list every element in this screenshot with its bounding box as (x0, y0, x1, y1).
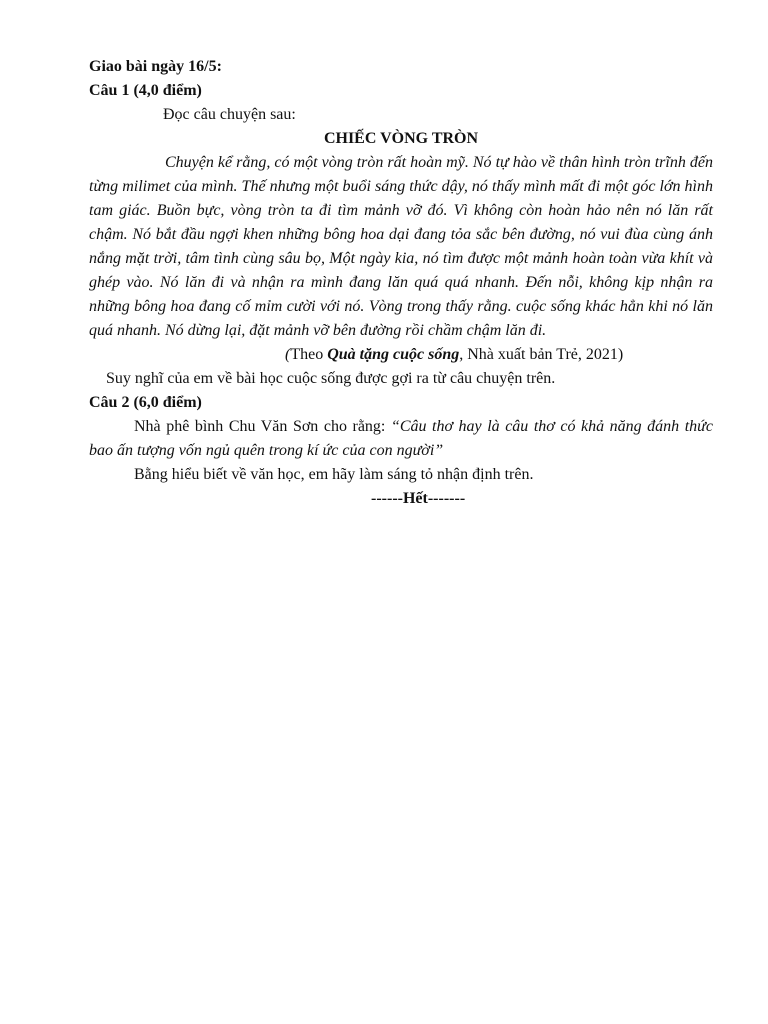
source-open: ( (285, 346, 291, 363)
question1-task: Suy nghĩ của em về bài học cuộc sống được gợi ra từ câu chuyện trên. (106, 370, 556, 387)
question2-intro: Nhà phê bình Chu Văn Sơn cho rằng: (134, 418, 391, 435)
source-prefix: Theo (290, 346, 328, 363)
assignment-date: Giao bài ngày 16/5: (89, 58, 222, 75)
story-source (89, 343, 713, 367)
source-suffix: , Nhà xuất bản Trẻ, 2021) (459, 346, 624, 363)
document-page (89, 55, 713, 511)
question2-quote: “Câu thơ hay là câu thơ có khả năng đánh thức bao ấn tượng vốn ngủ quên trong kí ức của con người” (89, 418, 714, 459)
question2-heading: Câu 2 (6,0 điểm) (89, 394, 202, 411)
source-book: Quà tặng cuộc sống (327, 346, 460, 363)
story-text: Chuyện kể rằng, có một vòng tròn rất hoàn mỹ. Nó tự hào về thân hình tròn trĩnh đến từng milimet của mình. Thế nhưng một buổi sáng thức dậy, nó thấy mình mất đi một góc lớn hình tam giác. Buồn bực, vòng tròn ta đi tìm mảnh vỡ đó. Vì không còn hoàn hảo nên nó lăn rất chậm. Nó bắt đầu ngợi khen những bông hoa dại đang tỏa sắc bên đường, nó vui đùa cùng ánh nắng mặt trời, tâm tình cùng sâu bọ, Một ngày kia, nó tìm được một mảnh hoàn toàn vừa khít và ghép vào. Nó lăn đi và nhận ra mình đang lăn quá quá nhanh. Đến nỗi, không kịp nhận ra những bông hoa đang cố mỉm cười với nó. Vòng trong thấy rằng. cuộc sống khác hẳn khi nó lăn quá nhanh. Nó dừng lại, đặt mảnh vỡ bên đường rồi chầm chậm lăn đi. (89, 154, 713, 339)
end-mark: ------Hết------- (371, 490, 466, 507)
question1-heading: Câu 1 (4,0 điểm) (89, 82, 202, 99)
story-title: CHIẾC VÒNG TRÒN (323, 130, 479, 147)
question2-quote-paragraph (89, 415, 713, 463)
question1-instruction: Đọc câu chuyện sau: (163, 106, 296, 123)
question2-task: Bằng hiểu biết về văn học, em hãy làm sáng tỏ nhận định trên. (134, 466, 534, 483)
